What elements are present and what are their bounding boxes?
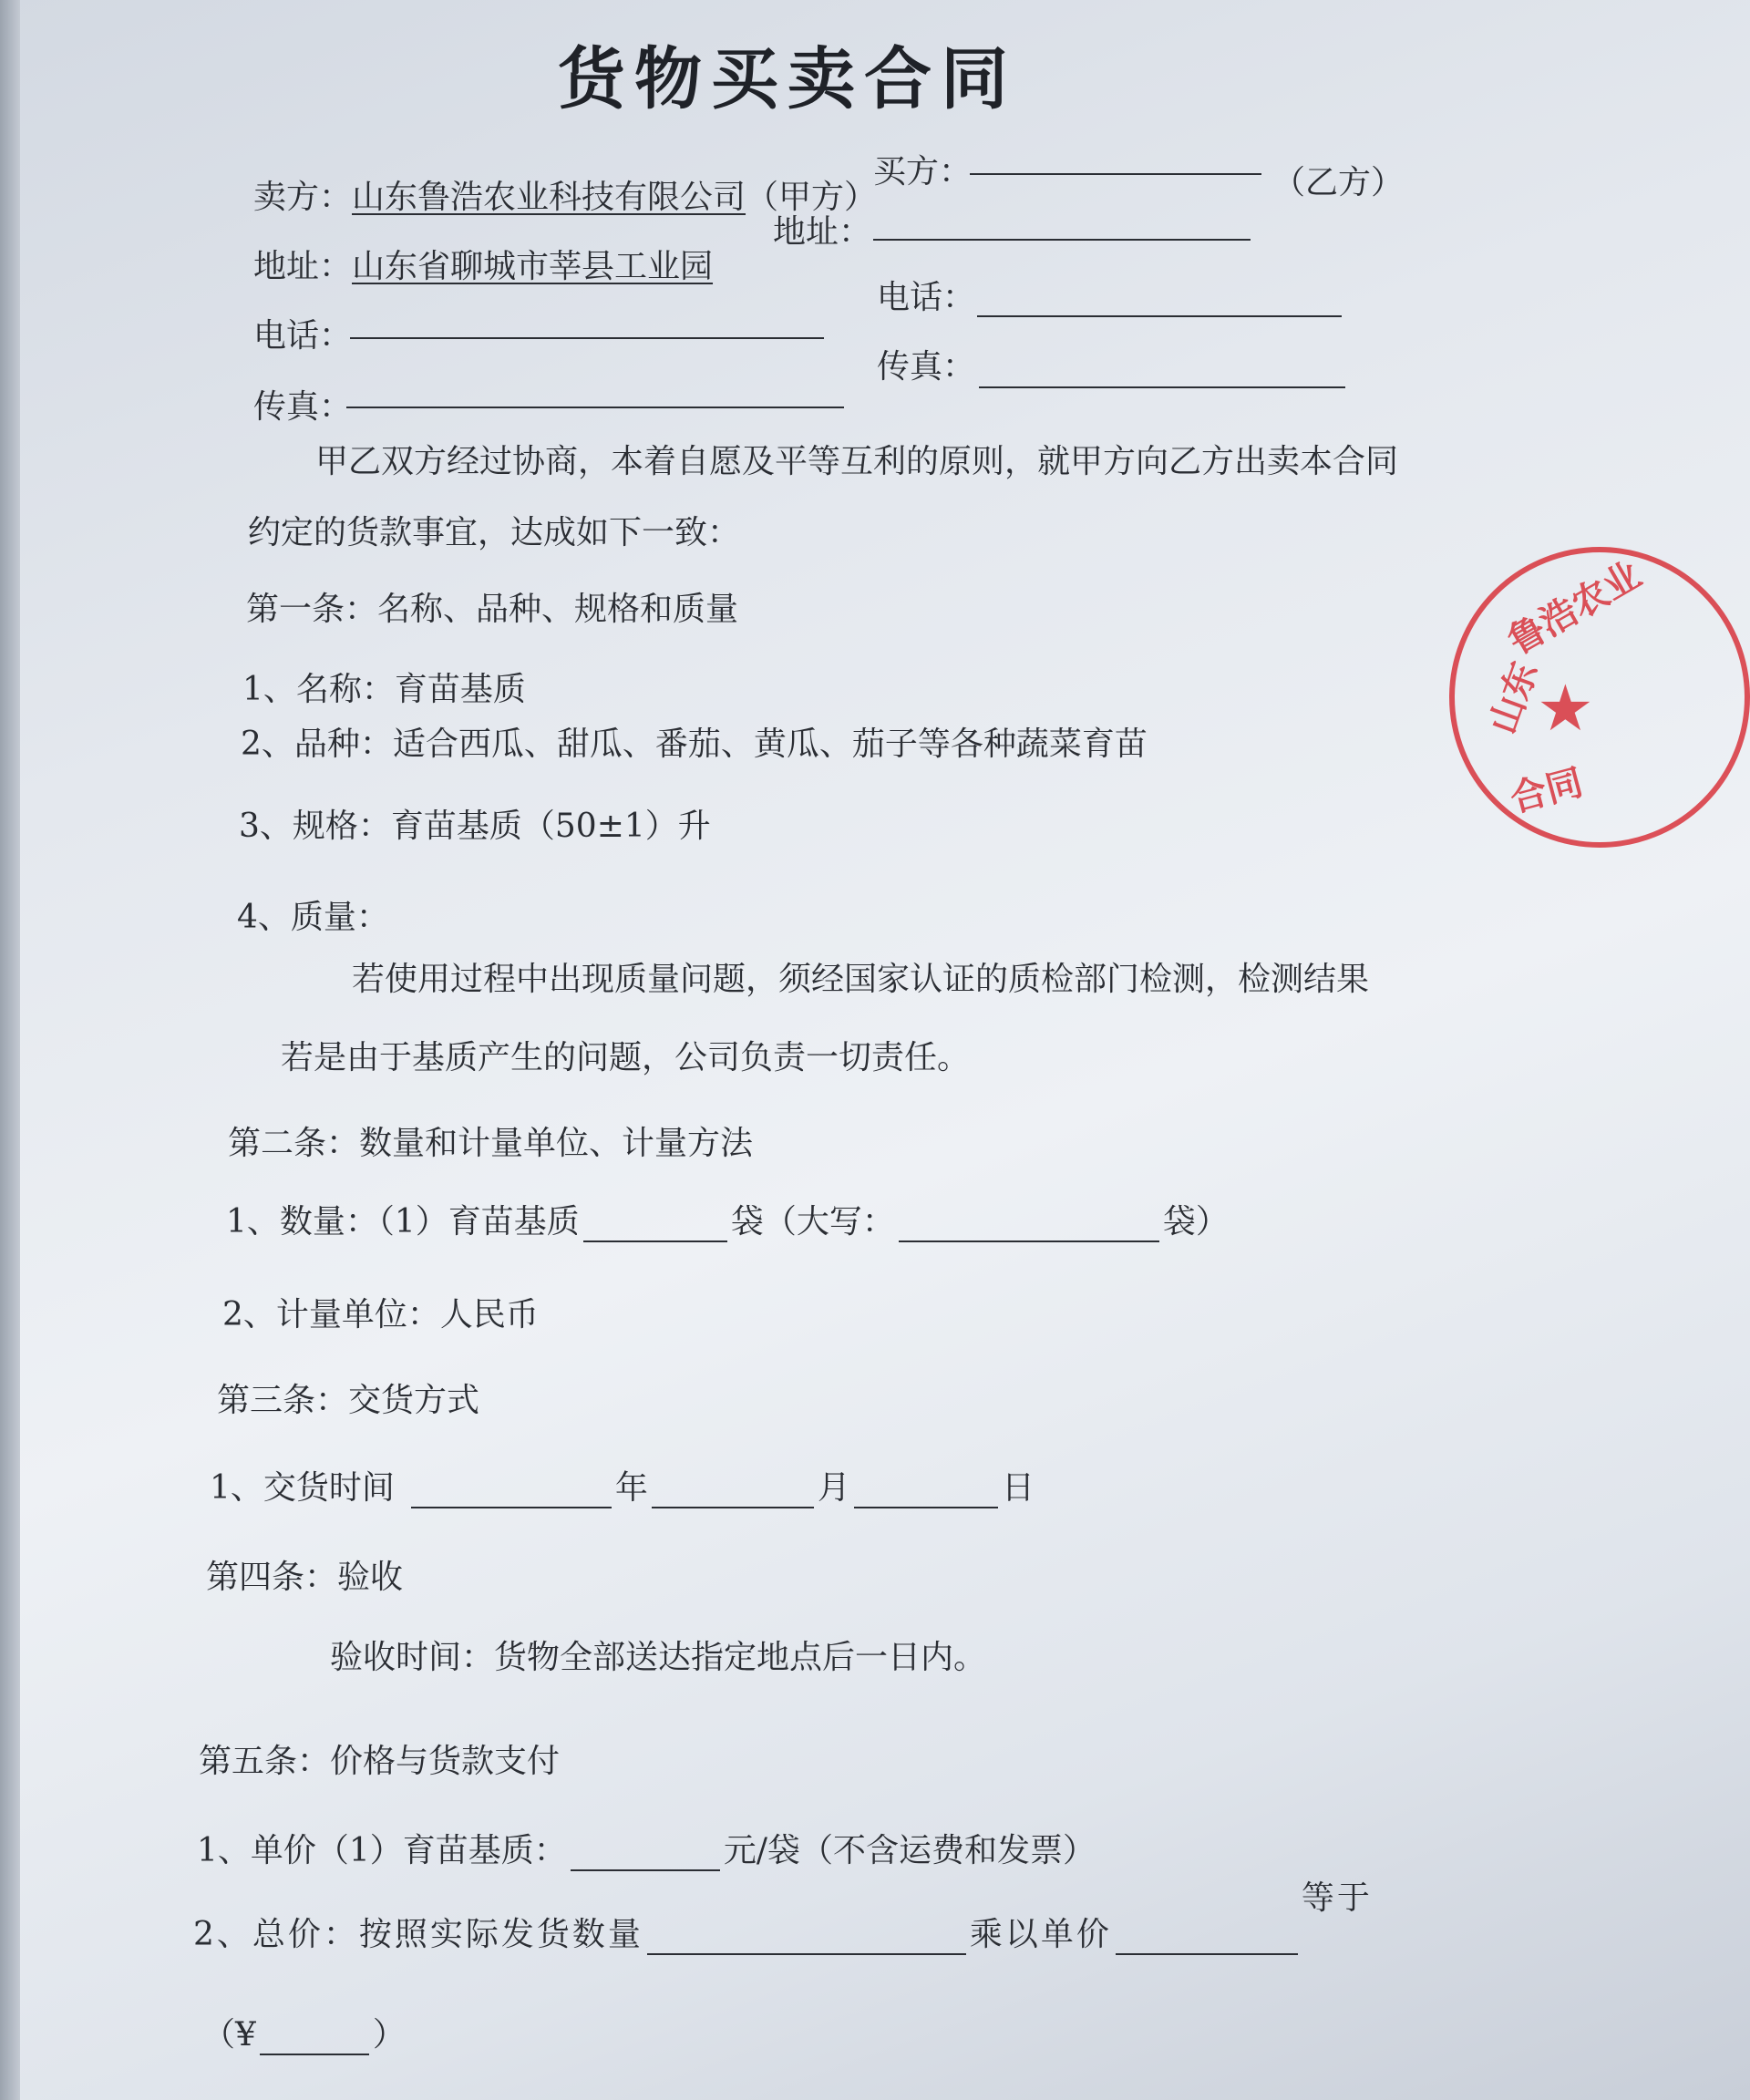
buyer-fax-label: 传真： <box>877 348 976 386</box>
yen-close: ） <box>372 2016 406 2054</box>
quantity-blank[interactable] <box>583 1210 727 1242</box>
article2-unit: 2、计量单位：人民币 <box>222 1296 539 1333</box>
company-seal <box>1449 547 1750 848</box>
quantity-suffix: 袋） <box>1162 1203 1229 1240</box>
delivery-day-label: 日 <box>1001 1469 1035 1507</box>
unit-price-line <box>197 1825 1096 1871</box>
star-icon: ★ <box>1537 671 1594 746</box>
quantity-capital-blank[interactable] <box>899 1210 1159 1242</box>
delivery-month-blank[interactable] <box>652 1476 814 1508</box>
seller-phone-label: 电话： <box>253 317 353 355</box>
seller-phone-blank[interactable] <box>350 337 824 339</box>
delivery-month-label: 月 <box>817 1469 850 1507</box>
yen-open: （¥ <box>202 2016 256 2054</box>
article5-heading: 第五条：价格与货款支付 <box>199 1743 561 1780</box>
seal-text-top: 鲁浩农业 <box>1500 552 1649 664</box>
article3-heading: 第三条：交货方式 <box>217 1382 480 1419</box>
paper-edge <box>0 0 20 2100</box>
unit-price-prefix: 1、单价（1）育苗基质： <box>197 1832 567 1869</box>
article2-heading: 第二条：数量和计量单位、计量方法 <box>228 1125 754 1162</box>
total-price-mid: 乘以单价 <box>969 1916 1112 1953</box>
unit-price-suffix: 元/袋（不含运费和发票） <box>723 1832 1096 1869</box>
seller-role: （甲方） <box>746 179 878 216</box>
document-title: 货物买卖合同 <box>558 40 1017 118</box>
seal-text-bottom: 合同 <box>1506 760 1588 821</box>
preamble-line-1: 甲乙双方经过协商，本着自愿及平等互利的原则，就甲方向乙方出卖本合同 <box>315 443 1399 480</box>
seller-name: 山东鲁浩农业科技有限公司 <box>352 179 746 216</box>
unit-price-blank[interactable] <box>571 1838 720 1871</box>
buyer-phone-blank[interactable] <box>977 315 1342 317</box>
quantity-prefix: 1、数量：（1）育苗基质 <box>226 1203 580 1240</box>
seller-address-line <box>253 241 713 287</box>
seller-label: 卖方： <box>253 179 353 216</box>
total-price-suffix: 等于 <box>1301 1879 1373 1917</box>
quantity-mid: 袋（大写： <box>730 1203 895 1240</box>
total-amount-blank[interactable] <box>260 2023 369 2055</box>
seller-fax-blank[interactable] <box>346 407 844 408</box>
article1-item-spec: 3、规格：育苗基质（50±1）升 <box>239 808 711 845</box>
buyer-phone-label: 电话： <box>877 279 976 316</box>
article1-item-quality: 4、质量： <box>237 899 389 936</box>
article1-item-variety: 2、品种：适合西瓜、甜瓜、番茄、黄瓜、茄子等各种蔬菜育苗 <box>241 726 1148 763</box>
delivery-year-blank[interactable] <box>411 1476 612 1508</box>
article1-item-name: 1、名称：育苗基质 <box>242 671 526 708</box>
total-amount-line <box>202 2009 406 2055</box>
article1-heading: 第一条：名称、品种、规格和质量 <box>246 591 739 628</box>
seller-fax-label: 传真： <box>253 388 353 426</box>
seal-text-left: 山东 <box>1481 655 1547 740</box>
buyer-address-label: 地址： <box>773 213 872 251</box>
total-price-prefix: 2、总价：按照实际发货数量 <box>193 1916 643 1953</box>
quality-text-line-2: 若是由于基质产生的问题，公司负责一切责任。 <box>281 1039 971 1076</box>
seller-address: 山东省聊城市莘县工业园 <box>352 248 714 285</box>
delivery-time-line <box>210 1462 1035 1508</box>
acceptance-time-text: 验收时间：货物全部送达指定地点后一日内。 <box>330 1639 987 1676</box>
buyer-label: 买方： <box>873 153 973 190</box>
article2-quantity-line <box>226 1196 1229 1242</box>
delivery-time-prefix: 1、交货时间 <box>210 1469 395 1507</box>
shipped-quantity-blank[interactable] <box>647 1922 966 1955</box>
buyer-address-blank[interactable] <box>873 239 1251 241</box>
quality-text-line-1: 若使用过程中出现质量问题，须经国家认证的质检部门检测，检测结果 <box>352 961 1370 998</box>
buyer-fax-blank[interactable] <box>979 386 1345 388</box>
delivery-year-label: 年 <box>614 1469 648 1507</box>
preamble-line-2: 约定的货款事宜，达成如下一致： <box>248 514 741 551</box>
delivery-day-blank[interactable] <box>854 1476 998 1508</box>
total-price-line <box>193 1879 1373 1955</box>
seller-address-label: 地址： <box>253 248 353 285</box>
article4-heading: 第四条：验收 <box>206 1559 404 1596</box>
buyer-name-blank[interactable] <box>970 173 1261 175</box>
buyer-role: （乙方） <box>1272 164 1405 201</box>
multiplier-price-blank[interactable] <box>1116 1922 1298 1955</box>
